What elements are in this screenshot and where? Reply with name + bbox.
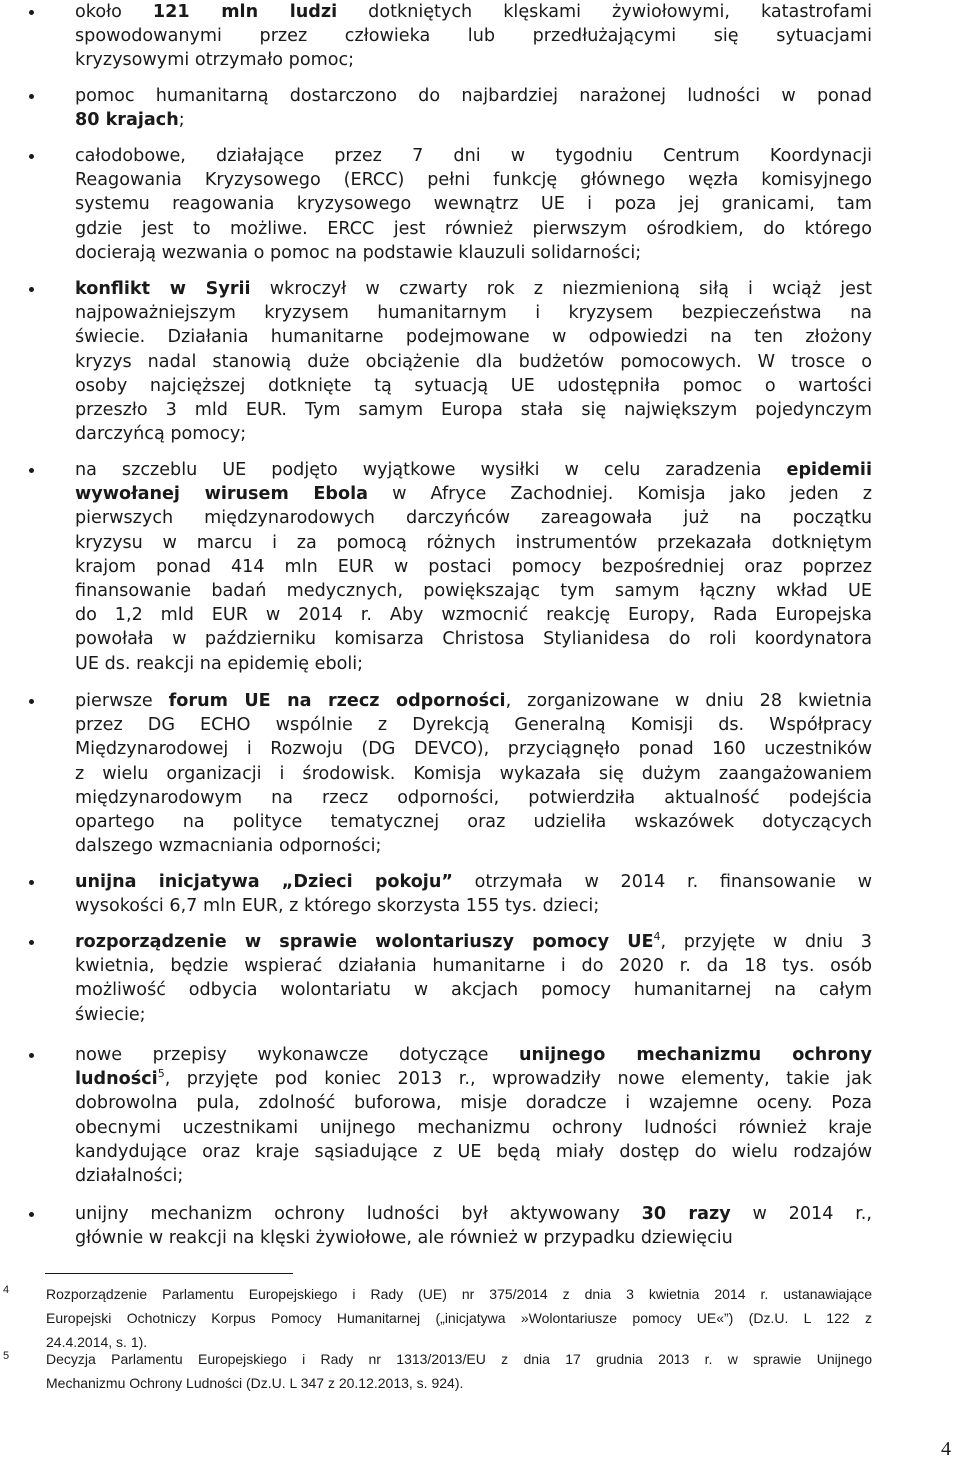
text-run: wysokości 6,7 mln EUR, z którego skorzysta 155 tys. dzieci; — [75, 896, 600, 917]
bold-text: unijnego mechanizmu ochrony — [519, 1045, 872, 1065]
text-run: Reagowania Kryzysowego (ERCC) pełni funkcję głównego węzła komisyjnego — [75, 170, 872, 191]
text-run: z wielu organizacji i środowisk. Komisja wykazała się dużym zaangażowaniem — [75, 763, 872, 784]
text-run: , przyjęte w dniu 3 — [660, 932, 872, 952]
text-run: powołała w październiku komisarza Christosa Stylianidesa do roli koordynatora — [75, 629, 872, 650]
text-run: najpoważniejszym kryzysem humanitarnym i kryzysem bezpieczeństwa na — [75, 303, 872, 324]
text-run: do 1,2 mld EUR w 2014 r. Aby wzmocnić reakcję Europy, Rada Europejska — [75, 605, 872, 626]
bold-text: 30 razy — [641, 1204, 731, 1224]
text-line — [75, 603, 872, 627]
text-run: UE ds. reakcji na epidemię eboli; — [75, 653, 364, 674]
bold-text: 121 mln ludzi — [152, 2, 338, 22]
text-run: gdzie jest to możliwe. ERCC jest również pierwszym ośrodkiem, do którego — [75, 218, 872, 239]
text-line — [75, 652, 872, 676]
text-line — [75, 1116, 872, 1140]
bold-text: epidemii — [786, 460, 872, 480]
text-run: całodobowe, działające przez 7 dni w tygodniu Centrum Koordynacji — [75, 146, 872, 166]
footnote-line: Mechanizmu Ochrony Ludności (Dz.U. L 347 z 20.12.2013, s. 924). — [46, 1375, 464, 1391]
bold-text: konflikt w Syrii — [75, 279, 251, 299]
text-line — [75, 1140, 872, 1164]
text-run: spowodowanymi przez człowieka lub przedłużającymi się sytuacjami — [75, 26, 872, 47]
text-run: unijny mechanizm ochrony ludności był aktywowany — [75, 1204, 642, 1224]
text-line — [75, 398, 872, 422]
text-line — [75, 277, 872, 301]
text-run: pierwszych międzynarodowych darczyńców zareagowała już na początku — [75, 508, 872, 529]
text-line — [75, 24, 872, 48]
text-line — [75, 531, 872, 555]
text-line — [75, 762, 872, 786]
text-run: świecie. Działania humanitarne podejmowane w odpowiedzi na ten złożony — [75, 327, 872, 348]
text-line — [75, 894, 872, 918]
text-line — [75, 689, 872, 713]
text-line — [75, 482, 872, 506]
footnote-ref: 4 — [653, 930, 661, 944]
text-line — [75, 422, 872, 446]
text-run: międzynarodowym na rzecz odporności, potwierdziła aktualność podejścia — [75, 787, 872, 808]
footnote-separator — [45, 1273, 293, 1274]
footnote-ref: 5 — [157, 1067, 165, 1081]
bullet-dot-icon — [29, 1212, 34, 1217]
text-run: otrzymała w 2014 r. finansowanie w — [452, 872, 872, 892]
text-run: w Afryce Zachodniej. Komisja jako jeden z — [368, 484, 872, 505]
text-run: finansowanie badań medycznych, powiększając tym samym łączny wkład UE — [75, 581, 872, 601]
text-run: działalności; — [75, 1166, 184, 1186]
text-line — [75, 350, 872, 374]
text-run: , zorganizowane w dniu 28 kwietnia — [505, 691, 872, 711]
bold-text: 80 krajach — [75, 110, 179, 131]
text-run: w 2014 r., — [730, 1204, 872, 1224]
text-run: głównie w reakcji na klęski żywiołowe, ale również w przypadku dziewięciu — [75, 1228, 733, 1249]
text-line — [75, 1091, 872, 1115]
text-line — [75, 1003, 872, 1027]
text-run: docierają wezwania o pomoc na podstawie klauzuli solidarności; — [75, 242, 642, 263]
text-run: dobrowolna pula, zdolność buforowa, misje doradcze i wzajemne oceny. Poza — [75, 1093, 872, 1114]
text-run: nowe przepisy wykonawcze dotyczące — [75, 1045, 520, 1065]
text-run: dotkniętych klęskami żywiołowymi, katastrofami — [337, 2, 872, 22]
text-line — [75, 1226, 872, 1250]
text-run: obecnymi uczestnikami unijnego mechanizmu ochrony ludności również kraje — [75, 1117, 872, 1138]
text-line — [75, 930, 872, 954]
text-line — [75, 579, 872, 603]
text-run: kwietnia, będzie wspierać działania humanitarne i do 2020 r. da 18 tys. osób — [75, 956, 872, 977]
text-line — [75, 108, 872, 132]
text-run: ; — [178, 110, 185, 131]
text-run: darczyńcą pomocy; — [75, 424, 247, 445]
text-line — [75, 84, 872, 108]
text-line — [75, 1043, 872, 1067]
text-run: osoby najcięższej dotknięte tą sytuacją UE udostępniła pomoc o wartości — [75, 375, 872, 396]
text-run: krajom ponad 414 mln EUR w postaci pomocy bezpośredniej oraz poprzez — [75, 556, 872, 577]
text-line — [75, 1164, 872, 1188]
text-run: , przyjęte pod koniec 2013 r., wprowadziły nowe elementy, takie jak — [164, 1069, 872, 1090]
footnote-line: Rozporządzenie Parlamentu Europejskiego i Rady (UE) nr 375/2014 z dnia 3 kwietnia 2014 r. ustanawiające — [46, 1286, 872, 1302]
text-run: opartego na polityce tematycznej oraz udzieliła wskazówek dotyczących — [75, 812, 872, 832]
text-line — [75, 713, 872, 737]
text-line — [75, 217, 872, 241]
footnote-line: 24.4.2014, s. 1). — [46, 1334, 148, 1350]
text-line — [75, 555, 872, 579]
text-line — [75, 737, 872, 761]
text-run: przeszło 3 mld EUR. Tym samym Europa stała się największym pojedynczym — [75, 400, 872, 420]
text-run: kryzysowymi otrzymało pomoc; — [75, 50, 355, 71]
page-number: 4 — [941, 1438, 951, 1460]
bullet-dot-icon — [29, 940, 34, 945]
text-line — [75, 627, 872, 651]
text-line — [75, 1202, 872, 1226]
bullet-dot-icon — [29, 10, 34, 15]
text-line — [75, 168, 872, 192]
text-run: wkroczył w czwarty rok z niezmienioną siłą i wciąż jest — [250, 279, 872, 299]
text-line — [75, 870, 872, 894]
text-run: pierwsze — [75, 691, 169, 711]
text-run: systemu reagowania kryzysowego wewnątrz UE i poza jej granicami, tam — [75, 194, 872, 215]
text-line — [75, 810, 872, 834]
bold-text: rozporządzenie w sprawie wolontariuszy pomocy UE — [75, 932, 654, 952]
text-line — [75, 144, 872, 168]
text-run: świecie; — [75, 1004, 146, 1025]
bold-text: wywołanej wirusem Ebola — [75, 484, 369, 505]
text-line — [75, 192, 872, 216]
text-run: kryzys nadal stanowią duże obciążenie dla budżetów pomocowych. W trosce o — [75, 351, 872, 372]
footnote-line: Europejski Ochotniczy Korpus Pomocy Humanitarnej („inicjatywa »Wolontariusze pomocy UE«”) (Dz.U. L 122 z — [46, 1310, 872, 1326]
text-run: możliwość odbycia wolontariatu w akcjach pomocy humanitarnej na całym — [75, 980, 872, 1001]
bullet-dot-icon — [29, 287, 34, 292]
text-run: pomoc humanitarną dostarczono do najbardziej narażonej ludności w ponad — [75, 86, 872, 106]
bullet-dot-icon — [29, 468, 34, 473]
bullet-dot-icon — [29, 699, 34, 704]
text-run: około — [75, 2, 153, 22]
text-run: dalszego wzmacniania odporności; — [75, 836, 382, 857]
text-line — [75, 301, 872, 325]
text-line — [75, 506, 872, 530]
text-run: kandydujące oraz kraje sąsiadujące z UE będą miały dostęp do wielu rodzajów — [75, 1141, 872, 1162]
bullet-dot-icon — [29, 94, 34, 99]
text-line — [75, 786, 872, 810]
text-run: Międzynarodowej i Rozwoju (DG DEVCO), przyciągnęło ponad 160 uczestników — [75, 739, 872, 760]
footnote-line: Decyzja Parlamentu Europejskiego i Rady nr 1313/2013/EU z dnia 17 grudnia 2013 r. w sprawie Unijnego — [46, 1351, 872, 1367]
bullet-dot-icon — [29, 154, 34, 159]
bold-text: unijna inicjatywa „Dzieci pokoju” — [75, 872, 453, 892]
text-line — [75, 834, 872, 858]
text-line — [75, 241, 872, 265]
text-line — [75, 1067, 872, 1091]
text-line — [75, 458, 872, 482]
text-run: na szczeblu UE podjęto wyjątkowe wysiłki w celu zaradzenia — [75, 460, 787, 480]
footnote-number: 4 — [3, 1284, 10, 1296]
text-run: przez DG ECHO wspólnie z Dyrekcją Generalną Komisji ds. Współpracy — [75, 715, 872, 736]
text-line — [75, 48, 872, 72]
text-line — [75, 374, 872, 398]
text-run: kryzysu w marcu i za pomocą różnych instrumentów przekazała dotkniętym — [75, 532, 872, 553]
bullet-dot-icon — [29, 880, 34, 885]
footnote-number: 5 — [3, 1350, 10, 1362]
text-line — [75, 325, 872, 349]
text-line — [75, 0, 872, 24]
text-line — [75, 954, 872, 978]
bold-text: ludności — [75, 1069, 158, 1090]
bold-text: forum UE na rzecz odporności — [168, 691, 506, 711]
text-line — [75, 978, 872, 1002]
bullet-dot-icon — [29, 1053, 34, 1058]
